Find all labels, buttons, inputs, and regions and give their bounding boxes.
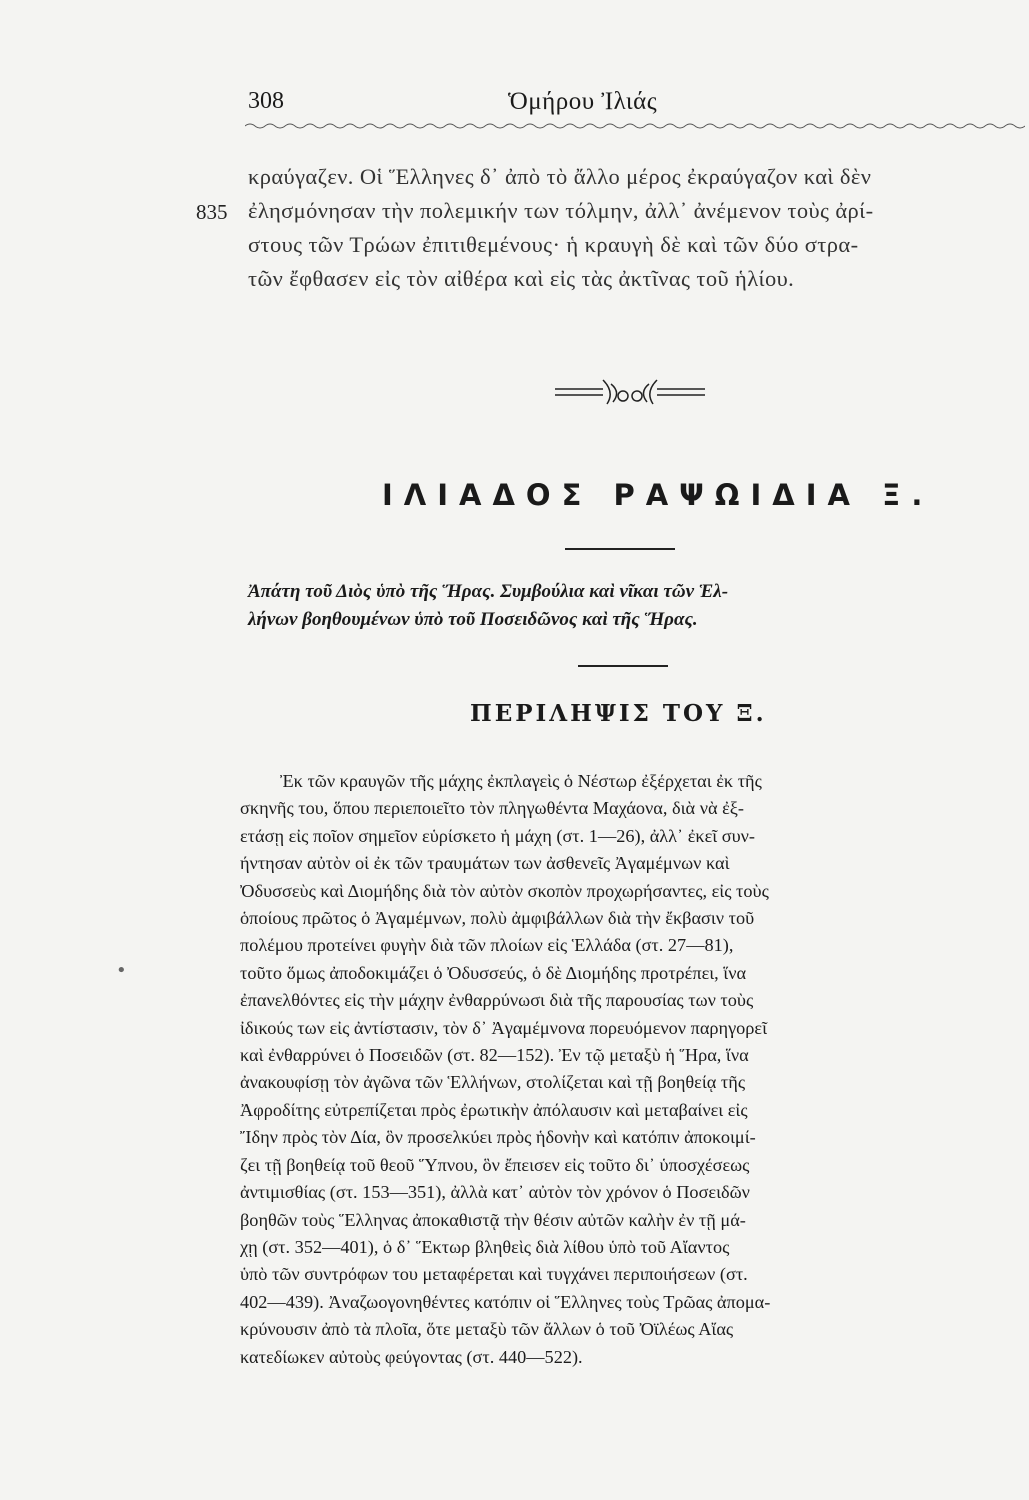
text-line: κατεδίωκεν αὐτοὺς φεύγοντας (στ. 440—522).	[240, 1346, 583, 1367]
text-line: στους τῶν Τρώων ἐπιτιθεμένους· ἡ κραυγὴ δὲ καὶ τῶν δύο στρα-	[248, 232, 859, 257]
header-wavy-rule	[245, 122, 1025, 130]
text-line: Ὀδυσσεὺς καὶ Διομήδης διὰ τὸν αὐτὸν σκοπὸν προχωρήσαντες, εἰς τοὺς	[240, 880, 769, 901]
summary-heading: ΠΕΡΙΛΗΨΙΣ ΤΟΥ Ξ.	[470, 700, 767, 727]
text-line: ἐπανελθόντες εἰς τὴν μάχην ἐνθαρρύνωσι διὰ τῆς παρουσίας των τοὺς	[240, 990, 754, 1011]
text-line: Ἀφροδίτης εὐτρεπίζεται πρὸς ἐρωτικὴν ἀπόλαυσιν καὶ μεταβαίνει εἰς	[240, 1099, 748, 1120]
margin-mark: •	[116, 960, 127, 981]
text-line: ὁποίους πρῶτος ὁ Ἀγαμέμνων, πολὺ ἀμφιβάλλων διὰ τὴν ἔκβασιν τοῦ	[240, 908, 755, 929]
text-line: 402—439). Ἀναζωογονηθέντες κατόπιν οἱ Ἕλληνες τοὺς Τρῶας ἀπομα-	[240, 1291, 771, 1312]
divider-rule	[578, 665, 668, 667]
text-line: ἀντιμισθίας (στ. 153—351), ἀλλὰ κατ᾽ αὐτὸν τὸν χρόνον ὁ Ποσειδῶν	[240, 1182, 750, 1203]
text-line: λήνων βοηθουμένων ὑπὸ τοῦ Ποσειδῶνος καὶ τῆς Ἥρας.	[248, 609, 698, 630]
page-number: 308	[248, 88, 284, 114]
text-line: Ἴδην πρὸς τὸν Δία, ὃν προσελκύει πρὸς ἡδονὴν καὶ κατόπιν ἀποκοιμί-	[240, 1127, 756, 1148]
text-line: σκηνῆς του, ὅπου περιεποιεῖτο τὸν πληγωθέντα Μαχάονα, διὰ νὰ ἐξ-	[240, 798, 745, 819]
text-line: ήντησαν αὐτὸν οἱ ἐκ τῶν τραυμάτων των ἀσθενεῖς Ἀγαμέμνων καὶ	[240, 853, 730, 874]
text-line: τοῦτο ὅμως ἀποδοκιμάζει ὁ Ὀδυσσεύς, ὁ δὲ Διομήδης προτρέπει, ἵνα	[240, 962, 747, 983]
summary-paragraph	[240, 768, 1029, 1371]
text-line: ἐλησμόνησαν τὴν πολεμικήν των τόλμην, ἀλλ᾽ ἀνέμενον τοὺς ἀρί-	[248, 198, 874, 223]
verse-line-number: 835	[196, 200, 228, 224]
text-line: πολέμου προτείνει φυγὴν διὰ τῶν πλοίων εἰς Ἑλλάδα (στ. 27—81),	[240, 935, 734, 956]
text-line: ἰδικούς των εἰς ἀντίστασιν, τὸν δ᾽ Ἀγαμέμνονα πορευόμενον παρηγορεῖ	[240, 1017, 768, 1038]
book-title: ΙΛΙΑΔΟΣ ΡΑΨΩΙΔΙΑ Ξ.	[382, 478, 934, 512]
text-line: χῃ (στ. 352—401), ὁ δ᾽ Ἕκτωρ βληθεὶς διὰ λίθου ὑπὸ τοῦ Αἴαντος	[240, 1236, 730, 1257]
text-line: βοηθῶν τοὺς Ἕλληνας ἀποκαθιστᾷ τὴν θέσιν αὐτῶν καλὴν ἐν τῇ μά-	[240, 1209, 746, 1230]
text-line: ὑπὸ τῶν συντρόφων του μεταφέρεται καὶ τυγχάνει περιποιήσεων (στ.	[240, 1264, 748, 1285]
continuation-paragraph	[248, 160, 1028, 296]
book-argument	[248, 578, 1028, 634]
text-line: κραύγαζεν. Οἱ Ἕλληνες δ᾽ ἀπὸ τὸ ἄλλο μέρος ἐκραύγαζον καὶ δὲν	[248, 164, 872, 189]
text-line: τῶν ἔφθασεν εἰς τὸν αἰθέρα καὶ εἰς τὰς ἀκτῖνας τοῦ ἡλίου.	[248, 266, 795, 291]
running-title: Ὁμήρου Ἰλιάς	[508, 88, 658, 115]
text-line: καὶ ἐνθαρρύνει ὁ Ποσειδῶν (στ. 82—152). Ἐν τῷ μεταξὺ ἡ Ἥρα, ἵνα	[240, 1045, 749, 1066]
text-line: Ἀπάτη τοῦ Διὸς ὑπὸ τῆς Ἥρας. Συμβούλια καὶ νῖκαι τῶν Ἑλ-	[248, 581, 729, 602]
text-line: κρύνουσιν ἀπὸ τὰ πλοῖα, ὅτε μεταξὺ τῶν ἄλλων ὁ τοῦ Ὀϊλέως Αἴας	[240, 1319, 734, 1340]
text-line: ετάσῃ εἰς ποῖον σημεῖον εὑρίσκετο ἡ μάχη (στ. 1—26), ἀλλ᾽ ἐκεῖ συν-	[240, 825, 756, 846]
text-line: Ἐκ τῶν κραυγῶν τῆς μάχης ἐκπλαγεὶς ὁ Νέστωρ ἐξέρχεται ἐκ τῆς	[280, 771, 762, 791]
divider-rule	[565, 548, 675, 550]
text-line: ἀνακουφίσῃ τὸν ἀγῶνα τῶν Ἑλλήνων, στολίζεται καὶ τῇ βοηθείᾳ τῆς	[240, 1072, 746, 1093]
section-ornament	[555, 378, 705, 408]
text-line: ζει τῇ βοηθείᾳ τοῦ θεοῦ Ὕπνου, ὃν ἔπεισεν εἰς τοῦτο δι᾽ ὑποσχέσεως	[240, 1154, 750, 1175]
